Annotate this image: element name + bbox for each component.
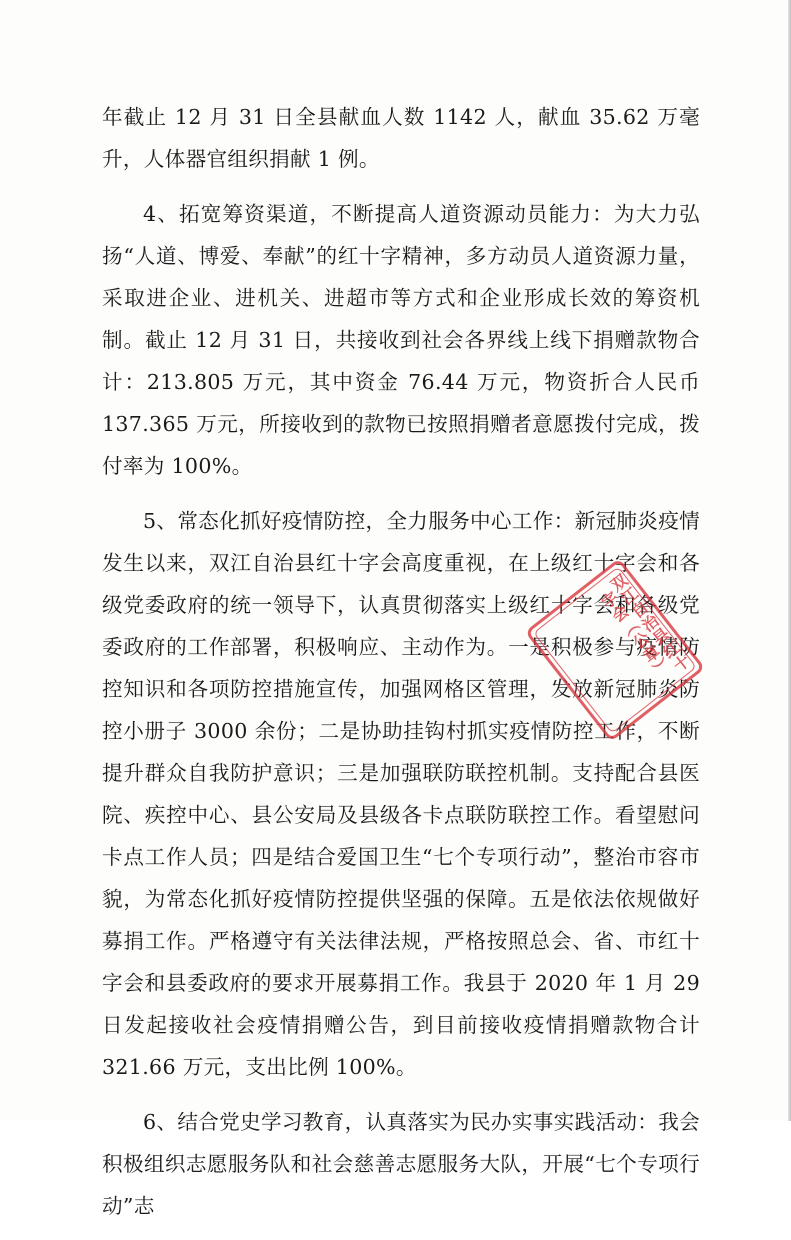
paragraph-party-history: 6、结合党史学习教育，认真落实为民办实事实践活动：我会积极组织志愿服务队和社会慈善志愿服务大队，开展“七个专项行动”志	[102, 1110, 700, 1218]
paragraph-fundraising: 4、拓宽筹资渠道，不断提高人道资源动员能力：为大力弘扬“人道、博爱、奉献”的红十字精神，多方动员人道资源力量，采取进企业、进机关、进超市等方式和企业形成长效的筹资机制。截止 12 月 31 日，共接收到社会各界线上线下捐赠款物合计：213.805 万元，其中资金 76.44 万元，物资折合人民币 137.365 万元，所接收到的款物已按照捐赠者意愿拨付完成，拨付率为 100%。	[102, 202, 700, 478]
paragraph-epidemic-control: 5、常态化抓好疫情防控，全力服务中心工作：新冠肺炎疫情发生以来，双江自治县红十字会高度重视，在上级红十字会和各级党委政府的统一领导下，认真贯彻落实上级红十字会和各级党委政府的工作部署，积极响应、主动作为。一是积极参与疫情防控知识和各项防控措施宣传，加强网格区管理，发放新冠肺炎防控小册子 3000 余份；二是协助挂钩村抓实疫情防控工作，不断提升群众自我防护意识；三是加强联防联控机制。支持配合县医院、疾控中心、县公安局及县级各卡点联防联控工作。看望慰问卡点工作人员；四是结合爱国卫生“七个专项行动”，整治市容市貌，为常态化抓好疫情防控提供坚强的保障。五是依法依规做好募捐工作。严格遵守有关法律法规，严格按照总会、省、市红十字会和县委政府的要求开展募捐工作。我县于 2020 年 1 月 29 日发起接收社会疫情捐赠公告，到目前接收疫情捐赠款物合计 321.66 万元，支出比例 100%。	[102, 509, 700, 1079]
document-body	[102, 96, 700, 1240]
seal-text: 双江自治县红十字会（公章）	[596, 570, 694, 681]
paragraph-blood-donation: 年截止 12 月 31 日全县献血人数 1142 人，献血 35.62 万毫升，人体器官组织捐献 1 例。	[102, 105, 700, 171]
